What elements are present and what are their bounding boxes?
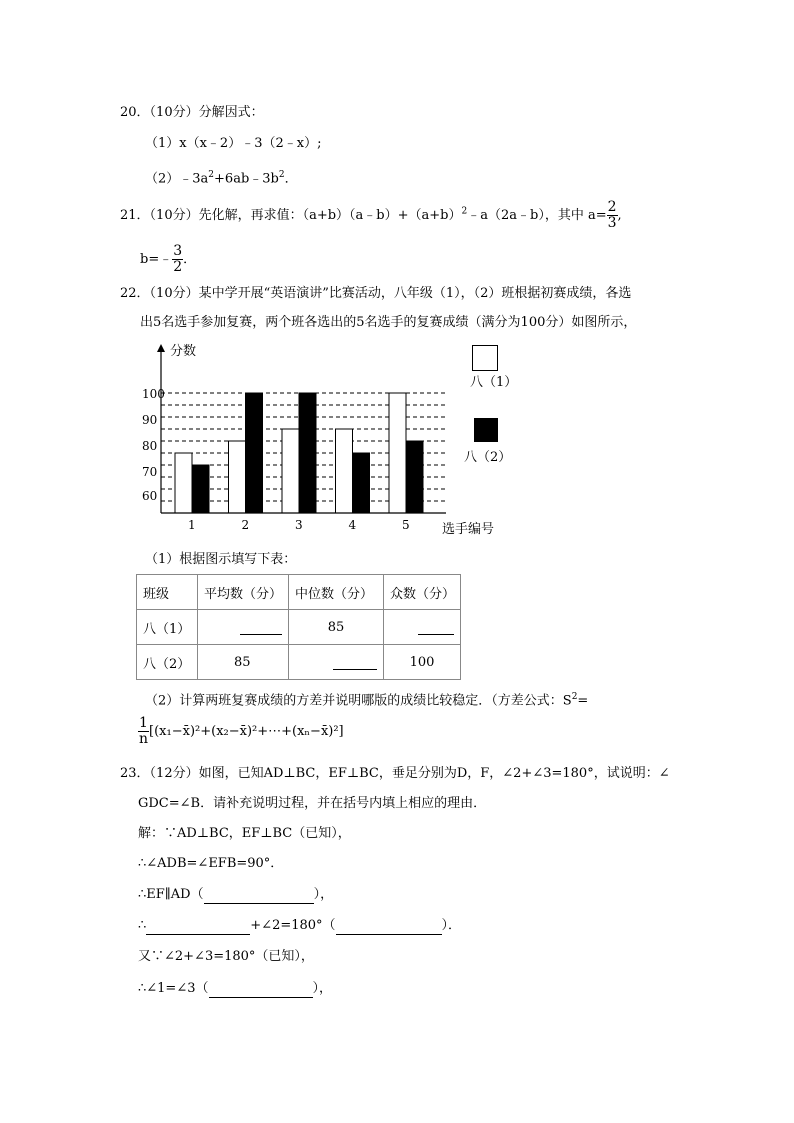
table-header-row (137, 575, 461, 610)
q22-part2-sup: 2 (571, 692, 578, 702)
formula-body: [(x₁−x̄)²+(x₂−x̄)²+⋯+(xₙ−x̄)²] (149, 724, 344, 739)
x-tick-label: 4 (348, 518, 357, 532)
table-row (137, 610, 461, 645)
th-class: 班级 (137, 575, 198, 610)
cell-class: 八（1） (137, 610, 198, 645)
q23-step4-end: ）． (441, 918, 462, 933)
y-axis-arrow (157, 344, 165, 352)
q23-blank-1[interactable] (204, 889, 314, 904)
y-tick-label: 70 (142, 465, 158, 479)
x-tick-label: 5 (402, 518, 410, 532)
q21-a-fraction: $\frac{2}{3}$ (607, 199, 617, 231)
q20-sup-a: 2 (208, 170, 215, 180)
x-tick-labels (188, 518, 410, 532)
q21-b-fraction: $\frac{3}{2}$ (173, 243, 183, 275)
cell-class: 八（2） (137, 645, 198, 680)
bar-series2-cat5 (406, 441, 423, 513)
q21-b-prefix: b=﹣ (140, 252, 173, 267)
bar-series2-cat1 (192, 465, 209, 513)
q20-part2-prefix: （2）﹣3a (145, 171, 209, 187)
bar-series1-cat3 (282, 429, 299, 513)
q21-comma: , (617, 208, 622, 223)
q23-step5: 又∵∠2+∠3=180°（已知）， (138, 949, 314, 964)
q23-step2: ∴∠ADB=∠EFB=90°． (138, 856, 284, 871)
q21-text2: ﹣a（2a﹣b），其中 a= (467, 208, 607, 223)
q23-step3-end: ）， (313, 887, 334, 902)
q20-sup-b: 2 (278, 170, 285, 180)
y-tick-label: 100 (142, 387, 165, 401)
q23-blank-4[interactable] (209, 983, 313, 998)
score-bar-chart (120, 340, 520, 540)
x-tick-label: 2 (241, 518, 250, 532)
q21-sup: 2 (461, 206, 468, 217)
q20-part2-end: ． (284, 171, 298, 187)
q22-line2: 出5名选手参加复赛，两个班各选出的5名选手的复赛成绩（满分为100分）如图所示， (140, 315, 637, 330)
q22-part1: （1）根据图示填写下表： (145, 552, 297, 567)
variance-formula (138, 716, 344, 747)
bar-series2-cat4 (353, 453, 370, 513)
q23-blank-2[interactable] (146, 920, 250, 935)
q23-step3-text: ∴EF∥AD（ (138, 887, 204, 902)
y-tick-label: 60 (142, 489, 158, 503)
formula-fraction: $\frac{1}{n}$ (139, 715, 149, 747)
q21-line2 (140, 244, 196, 275)
q23-step1: 解：∵AD⊥BC，EF⊥BC（已知）， (138, 826, 351, 841)
bar-series1-cat2 (229, 441, 246, 513)
q23-step4 (138, 917, 461, 935)
bar-series2-cat2 (246, 393, 263, 513)
q23-blank-3[interactable] (336, 920, 442, 935)
bar-series2-cat3 (299, 393, 316, 513)
bar-series1-cat1 (175, 453, 192, 513)
legend-swatch-class2 (474, 418, 498, 442)
q23-step6-end: ）， (312, 981, 333, 996)
q20-title: 20．（10分）分解因式： (120, 105, 264, 120)
y-axis-label: 分数 (170, 344, 197, 359)
q20-part1: （1）x（x﹣2）﹣3（2﹣x）; (145, 136, 322, 151)
cell-mode-blank[interactable] (384, 610, 461, 645)
legend-swatch-class1 (472, 345, 498, 371)
q23-line2: GDC=∠B．请补充说明过程，并在括号内填上相应的理由． (138, 796, 487, 811)
q23-step4-text: +∠2=180°（ (250, 918, 336, 933)
cell-mean: 85 (198, 645, 289, 680)
q23-line1: 23．（12分）如图，已知AD⊥BC，EF⊥BC，垂足分别为D，F，∠2+∠3=180°，试说明：∠ (120, 766, 670, 781)
q23-step3 (138, 886, 333, 904)
x-tick-label: 1 (188, 518, 196, 532)
th-median: 中位数（分） (289, 575, 384, 610)
bar-series1-cat5 (389, 393, 406, 513)
y-tick-label: 90 (142, 413, 158, 427)
cell-mode: 100 (384, 645, 461, 680)
q21-b-end: ． (183, 252, 197, 267)
x-tick-label: 3 (295, 518, 303, 532)
th-mean: 平均数（分） (198, 575, 289, 610)
bar-series1-cat4 (336, 429, 353, 513)
q20-part2-mid: +6ab﹣3b (214, 171, 279, 187)
table-row (137, 645, 461, 680)
x-axis-label: 选手编号 (442, 522, 495, 537)
cell-median-blank[interactable] (289, 645, 384, 680)
th-mode: 众数（分） (384, 575, 461, 610)
q23-step4-prefix: ∴ (138, 918, 147, 933)
legend-label-class2: 八（2） (464, 450, 512, 465)
q22-part2-text: （2）计算两班复赛成绩的方差并说明哪版的成绩比较稳定．（方差公式：S (145, 693, 572, 709)
cell-median: 85 (289, 610, 384, 645)
score-table (136, 574, 461, 680)
q22-part2-eq: = (577, 693, 589, 709)
q20-part2 (145, 166, 298, 188)
q22-line1: 22．（10分）某中学开展“英语演讲”比赛活动，八年级（1），（2）班根据初赛成绩，各选 (120, 286, 632, 301)
q23-step6 (138, 980, 332, 998)
cell-mean-blank[interactable] (198, 610, 289, 645)
q23-step6-text: ∴∠1=∠3（ (138, 981, 209, 996)
q22-part2 (145, 688, 588, 710)
q21-text: 21．（10分）先化解，再求值：（a+b）（a﹣b）+（a+b） (120, 208, 462, 223)
y-tick-label: 80 (142, 439, 158, 453)
legend-label-class1: 八（1） (470, 375, 518, 390)
q21-line1 (120, 200, 622, 231)
